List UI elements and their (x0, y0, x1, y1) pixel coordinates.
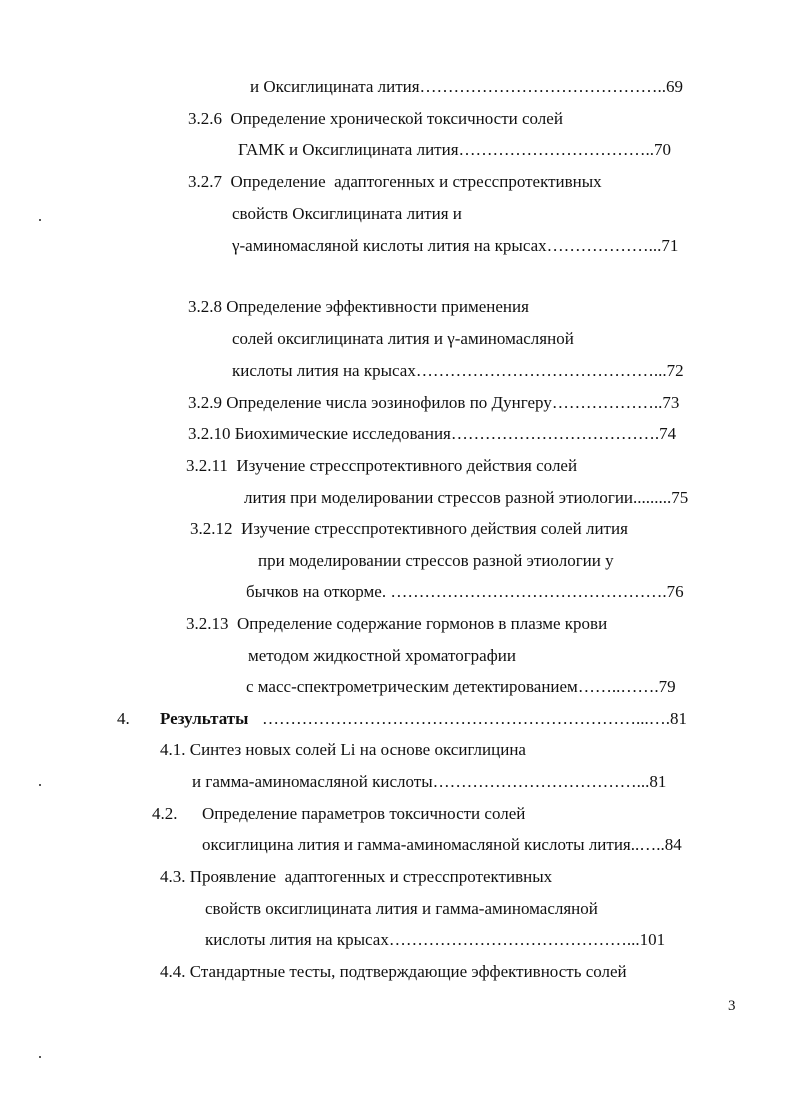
toc-line: при моделировании стрессов разной этиологии у (258, 551, 614, 570)
toc-line: лития при моделировании стрессов разной этиологии.........75 (244, 488, 689, 507)
toc-line: 4.1. Синтез новых солей Li на основе оксиглицина (160, 740, 526, 759)
toc-line: с масс-спектрометрическим детектированием……..…….79 (246, 677, 676, 696)
toc-line: 3.2.12 Изучение стресспротективного действия солей лития (190, 519, 628, 538)
toc-line: ГАМК и Оксиглицината лития……………………………..70 (238, 140, 672, 159)
toc-line: 3.2.13 Определение содержание гормонов в плазме крови (186, 614, 608, 633)
toc-line: 3.2.6 Определение хронической токсичности солей (188, 109, 563, 128)
section-number: 4. (117, 709, 130, 728)
scan-speck (39, 219, 41, 221)
toc-line: 4.4. Стандартные тесты, подтверждающие эффективность солей (160, 962, 627, 981)
page-number: 3 (728, 998, 736, 1014)
section-number: 4.2. (152, 804, 178, 823)
toc-line: 3.2.9 Определение числа эозинофилов по Дунгеру………………..73 (188, 393, 680, 412)
scan-speck (39, 784, 41, 786)
toc-line: 3.2.10 Биохимические исследования……………………………….74 (188, 424, 677, 443)
toc-line: бычков на откорме. ………………………………………….76 (246, 582, 684, 601)
toc-line: методом жидкостной хроматографии (248, 646, 516, 665)
toc-line: кислоты лития на крысах……………………………………...101 (205, 930, 666, 949)
toc-line: 4.3. Проявление адаптогенных и стресспротективных (160, 867, 553, 886)
toc-line: свойств Оксиглицината лития и (232, 204, 462, 223)
toc-line: 3.2.11 Изучение стресспротективного действия солей (186, 456, 578, 475)
toc-line: γ-аминомасляной кислоты лития на крысах………………...71 (232, 236, 679, 255)
toc-line: и Оксиглицината лития……………………………………..69 (250, 77, 684, 96)
toc-line: оксиглицина лития и гамма-аминомасляной кислоты лития..…..84 (202, 835, 682, 854)
toc-line: кислоты лития на крысах……………………………………...72 (232, 361, 684, 380)
toc-line: солей оксиглицината лития и γ-аминомасляной (232, 329, 574, 348)
toc-line: 3.2.8 Определение эффективности применения (188, 297, 529, 316)
toc-line: свойств оксиглицината лития и гамма-аминомасляной (205, 899, 598, 918)
toc-leader: …………………………………………………………...….81 (262, 709, 687, 728)
toc-line: и гамма-аминомасляной кислоты………………………………...81 (192, 772, 667, 791)
scan-speck (39, 1056, 41, 1058)
section-title: Результаты (160, 709, 249, 728)
toc-line: Определение параметров токсичности солей (202, 804, 526, 823)
toc-line: 3.2.7 Определение адаптогенных и стресспротективных (188, 172, 602, 191)
